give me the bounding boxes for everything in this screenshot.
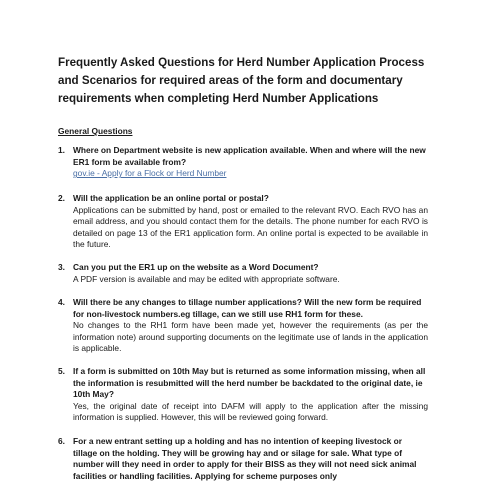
faq-number: 4. (58, 297, 65, 307)
faq-question: Will the application be an online portal or postal? (73, 193, 269, 203)
faq-number: 1. (58, 145, 65, 155)
faq-item-3 (58, 262, 428, 285)
faq-question: Will there be any changes to tillage number applications? Will the new form be required for non-livestock numbers.eg tillage, can we still use RH1 form for these. (73, 297, 422, 319)
faq-number: 5. (58, 366, 65, 376)
faq-answer: Applications can be submitted by hand, post or emailed to the relevant RVO. Each RVO has an email address, and you should contact them for the details. The phone number for each RVO is detailed on page 13 of the ER1 application form. An online portal is expected to be available in the future. (73, 204, 428, 250)
faq-item-5 (58, 366, 428, 424)
faq-question: If a form is submitted on 10th May but is returned as some information missing, when all the information is resubmitted will the herd number be backdated to the original date, ie 10th May? (73, 366, 426, 400)
apply-herd-number-link[interactable]: gov.ie - Apply for a Flock or Herd Number (73, 168, 227, 179)
faq-item-1 (58, 145, 428, 180)
section-heading: General Questions (58, 126, 133, 136)
faq-item-4 (58, 297, 428, 355)
faq-answer: A PDF version is available and may be edited with appropriate software. (73, 273, 340, 284)
faq-question: For a new entrant setting up a holding and has no intention of keeping livestock or tillage on the holding. They will be growing hay and or silage for sale. What type of number will they need in order to apply for their BISS as they will not need sick animal facilities or handling facilities. Applying for scheme purposes only (73, 436, 417, 481)
faq-item-2 (58, 193, 428, 251)
faq-answer: Yes, the original date of receipt into DAFM will apply to the application after the missing information is supplied. However, this will be reviewed going forward. (73, 400, 428, 423)
faq-question: Can you put the ER1 up on the website as a Word Document? (73, 262, 319, 272)
faq-number: 6. (58, 436, 65, 446)
faq-question: Where on Department website is new application available. When and where will the new ER1 form be available from? (73, 145, 426, 167)
document-title: Frequently Asked Questions for Herd Number Application Process and Scenarios for required areas of the form and documentary requirements when completing Herd Number Applications (58, 56, 425, 105)
faq-number: 3. (58, 262, 65, 272)
faq-answer: No changes to the RH1 form have been made yet, however the requirements (as per the information note) around supporting documents on the legitimate use of lands in the application is applicable. (73, 320, 428, 354)
faq-number: 2. (58, 193, 65, 203)
faq-item-6 (58, 436, 428, 482)
